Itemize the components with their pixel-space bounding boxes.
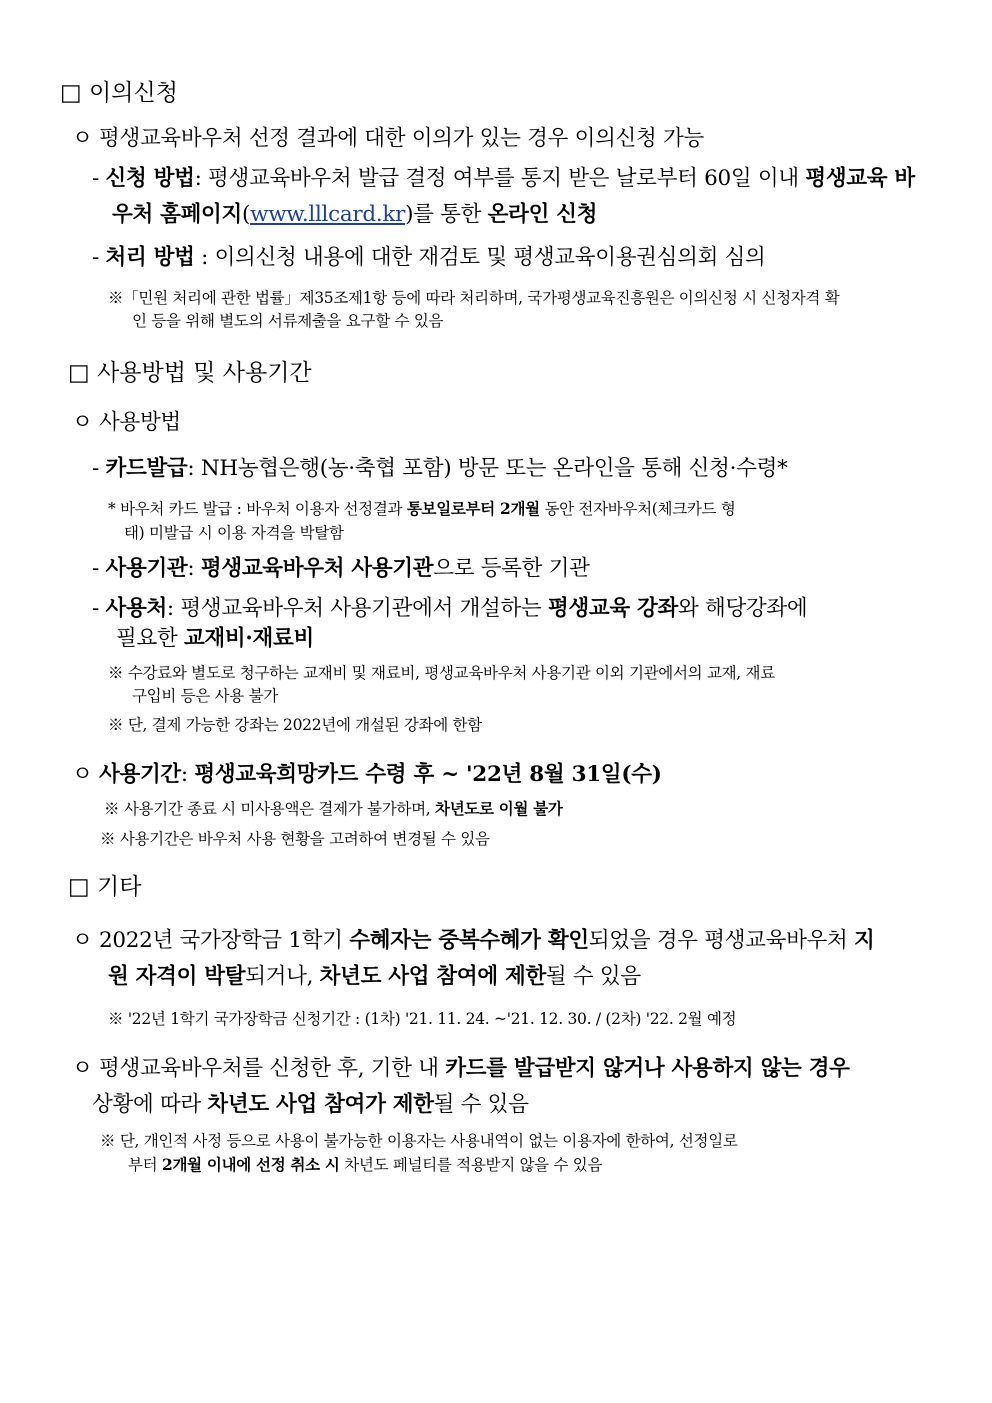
note-card-issuance-line1 <box>108 500 736 519</box>
note-card-issuance-line2: 태) 미발급 시 이용 자격을 박탈함 <box>124 524 344 542</box>
colon-text: : <box>180 762 195 787</box>
note-bold: 2개월 이내에 선정 취소 시 <box>161 1155 340 1174</box>
label-usage-period: 사용기간 <box>99 762 181 787</box>
label-usage-institution: 사용기관 <box>105 556 188 581</box>
bullet-scholarship-line2 <box>108 964 641 990</box>
note-period-change: ※ 사용기간은 바우처 사용 현황을 고려하여 변경될 수 있음 <box>100 830 490 848</box>
scholarship-bold2: 지 <box>854 928 875 953</box>
bullet-mark: ㅇ <box>72 928 100 953</box>
connector-text: 되거나, <box>245 964 320 989</box>
bullet-mark: ㅇ <box>72 1056 100 1081</box>
usage-place-text2: 와 해당강좌에 <box>677 596 808 621</box>
card-issuance-text: : NH농협은행(농·축협 포함) 방문 또는 온라인을 통해 신청·수령* <box>187 456 788 481</box>
usage-institution-bold: 평생교육바우처 사용기관 <box>200 556 434 581</box>
section-heading-usage: □ 사용방법 및 사용기간 <box>68 360 312 386</box>
paren-open: ( <box>242 202 251 227</box>
note-civil-petition-line1: ※「민원 처리에 관한 법률」제35조제1항 등에 따라 처리하며, 국가평생교육진흥원은 이의신청 시 신청자격 확 <box>108 289 840 307</box>
note-personal-circumstances-line1: ※ 단, 개인적 사정 등으로 사용이 불가능한 이용자는 사용내역이 없는 이용자에 한하여, 선정일로 <box>100 1132 738 1150</box>
label-usage-place: 사용처 <box>105 596 167 621</box>
ending-text: 될 수 있음 <box>545 964 641 989</box>
label-processing-method: 처리 방법 <box>105 245 195 270</box>
ending-text: 될 수 있음 <box>433 1092 529 1117</box>
eligibility-revoked-bold: 원 자격이 박탈 <box>108 964 246 989</box>
note-text: 부터 <box>128 1156 162 1174</box>
note-text: * 바우처 카드 발급 : 바우처 이용자 선정결과 <box>108 500 407 518</box>
colon-text: : <box>187 556 201 581</box>
note-civil-petition-line2: 인 등을 위해 별도의 서류제출을 요구할 수 있음 <box>132 312 444 330</box>
dash-mark: - <box>92 596 106 621</box>
dash-card-issuance <box>92 456 788 482</box>
scholarship-text2: 되었을 경우 평생교육바우처 <box>588 928 855 953</box>
dash-mark: - <box>92 245 106 270</box>
usage-place-text: : 평생교육바우처 사용기관에서 개설하는 <box>166 596 548 621</box>
note-2022-courses: ※ 단, 결제 가능한 강좌는 2022년에 개설된 강좌에 한함 <box>108 716 482 734</box>
note-tuition-line1: ※ 수강료와 별도로 청구하는 교재비 및 재료비, 평생교육바우처 사용기관 이외 기관에서의 교재, 재료 <box>108 664 775 682</box>
section-heading-other: □ 기타 <box>68 874 142 900</box>
dash-mark: - <box>92 166 106 191</box>
dash-application-method <box>92 166 915 192</box>
section-heading-objection: □ 이의신청 <box>60 80 178 106</box>
note-text: ※ 사용기간 종료 시 미사용액은 결제가 불가하며, <box>104 800 436 818</box>
bullet-objection-available: ㅇ 평생교육바우처 선정 결과에 대한 이의가 있는 경우 이의신청 가능 <box>72 126 704 151</box>
note-personal-circumstances-line2 <box>128 1156 602 1175</box>
bullet-card-not-issued-line2 <box>92 1092 529 1118</box>
participation-limited-bold: 차년도 사업 참여에 제한 <box>319 964 546 989</box>
dash-application-method-line2 <box>112 202 597 228</box>
dash-usage-institution <box>92 556 590 582</box>
dash-usage-place <box>92 596 807 622</box>
dash-usage-place-line2 <box>116 626 314 652</box>
bullet-usage-method: ㅇ 사용방법 <box>72 410 181 435</box>
homepage-link[interactable]: www.lllcard.kr <box>250 202 406 227</box>
dash-processing-method <box>92 245 766 271</box>
materials-bold: 교재비·재료비 <box>183 626 314 651</box>
note-tuition-line2: 구입비 등은 사용 불가 <box>132 687 278 705</box>
scholarship-bold: 수혜자는 중복수혜가 확인 <box>349 928 589 953</box>
label-card-issuance: 카드발급 <box>105 456 188 481</box>
label-application-method: 신청 방법 <box>105 166 195 191</box>
usage-institution-text: 으로 등록한 기관 <box>433 556 590 581</box>
homepage-bold: 우처 홈페이지 <box>112 202 242 227</box>
needed-text: 필요한 <box>116 626 184 651</box>
usage-place-bold: 평생교육 강좌 <box>547 596 678 621</box>
usage-period-bold: 평생교육희망카드 수령 후 ~ '22년 8월 31일(수) <box>194 762 662 787</box>
bullet-card-not-issued-line1 <box>72 1056 850 1082</box>
online-application-bold: 온라인 신청 <box>487 202 598 227</box>
situation-text: 상황에 따라 <box>92 1092 208 1117</box>
processing-method-text: : 이의신청 내용에 대한 재검토 및 평생교육이용권심의회 심의 <box>194 245 766 270</box>
dash-mark: - <box>92 456 106 481</box>
note-bold: 통보일로부터 2개월 <box>406 499 540 518</box>
application-method-bold: 평생교육 바 <box>805 166 915 191</box>
scholarship-text: 2022년 국가장학금 1학기 <box>99 928 350 953</box>
note-unused-balance <box>104 800 563 819</box>
bullet-usage-period <box>72 762 662 788</box>
card-not-issued-text: 평생교육바우처를 신청한 후, 기한 내 <box>99 1056 446 1081</box>
note-scholarship-period: ※ '22년 1학기 국가장학금 신청기간 : (1차) '21. 11. 24. ~'21. 12. 30. / (2차) '22. 2월 예정 <box>108 1010 737 1028</box>
card-not-issued-bold: 카드를 발급받지 않거나 사용하지 않는 경우 <box>445 1056 850 1081</box>
note-bold: 차년도로 이월 불가 <box>435 799 563 818</box>
via-text: )를 통한 <box>405 202 488 227</box>
next-year-limited-bold: 차년도 사업 참여가 제한 <box>207 1092 434 1117</box>
note-text: 차년도 페널티를 적용받지 않을 수 있음 <box>339 1156 603 1174</box>
bullet-scholarship-line1 <box>72 928 875 954</box>
application-method-text: : 평생교육바우처 발급 결정 여부를 통지 받은 날로부터 60일 이내 <box>194 166 806 191</box>
dash-mark: - <box>92 556 106 581</box>
bullet-mark: ㅇ <box>72 762 100 787</box>
note-text: 동안 전자바우처(체크카드 형 <box>539 500 736 518</box>
